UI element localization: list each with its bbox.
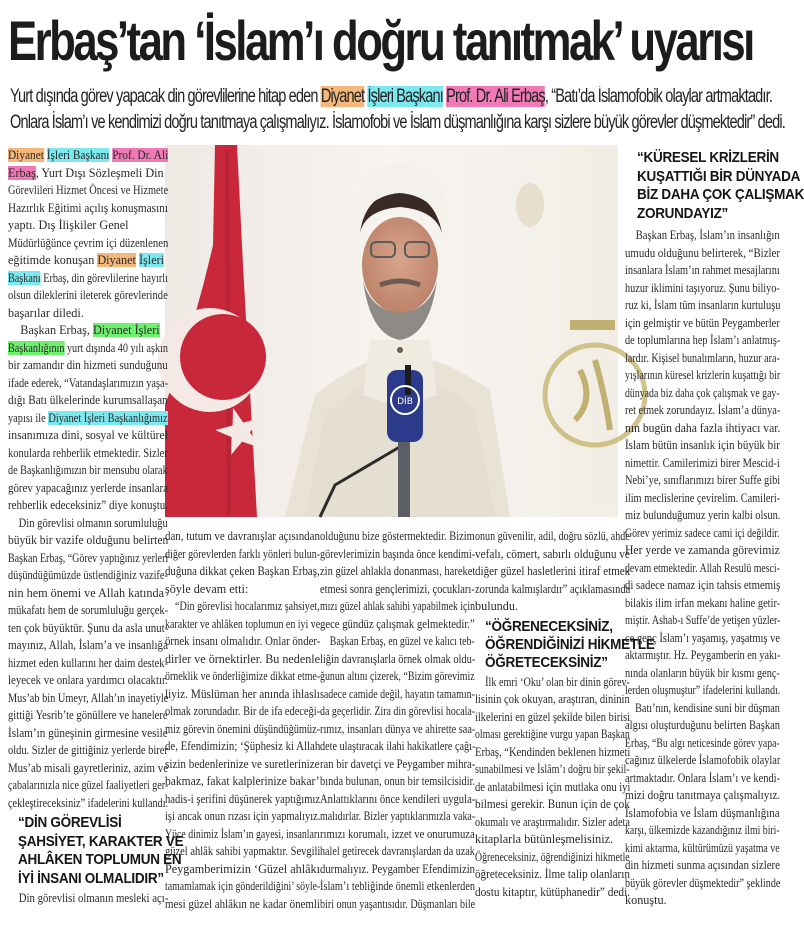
text-line: dünyada biz daha çok çalışmak ve gay- <box>625 385 780 400</box>
text-line <box>8 305 84 323</box>
text-line: onun güvenilir, adil, doğru sözlü, ahde <box>475 529 630 543</box>
text-line: insanlara İslam’ın rahmet mesajlarını <box>625 263 780 277</box>
column-5 <box>625 147 804 910</box>
text-line: Erbaş, “Kendinden beklenen hizmeti <box>475 744 631 759</box>
text-run: insanımıza dini, sosyal ve kültürel <box>8 428 168 442</box>
text-line: nın bugün daha fazla ihtiyacı var. <box>625 420 781 435</box>
text-line: güzel ahlâk sahibi yapmaktır. Sevgili <box>165 844 321 858</box>
highlight-orange: Diyanet <box>97 253 136 267</box>
text-line: konuştu. <box>625 893 667 907</box>
text-line: şöyle devam etti: <box>165 581 249 596</box>
highlight-pink: Erbaş <box>8 165 36 180</box>
text-run: oldu. Sizler de gittiğiniz yerlerde birer <box>8 743 168 757</box>
text-run: Başkan Erbaş, “Görev yaptığınız yerleri <box>8 550 169 565</box>
text-line <box>8 637 168 655</box>
text-line: karşı, ülkemizde kazandığınız ilmi biri- <box>625 823 780 837</box>
text-line: di sadece namaz için tahsis etmemiş <box>625 578 781 592</box>
column-4-body <box>475 528 630 616</box>
text-line: vefalı, cömert, sabırlı olduğunu ve <box>475 546 630 561</box>
text-line: Peygamberimizin ‘Güzel ahlâkı <box>165 861 320 876</box>
text-line: ilim meclislerine çevirelim. Camileri- <box>625 490 781 505</box>
text-line: Anlattıklarını önce kendileri uygula- <box>320 791 476 806</box>
text-run: nin hem önemi ve Allah katında <box>8 585 165 600</box>
text-line: karakter ve ahlâken toplumun en iyi ve <box>165 616 321 631</box>
text-line: bilakis ilim irfan mekanı haline getir- <box>625 595 781 610</box>
text-line: lerden oluşmuştur” ifadelerini kullandı. <box>625 683 781 697</box>
text-run: büyük bir vazife olduğunu belirten <box>8 533 169 547</box>
subhead-line: ZORUNDAYIZ” <box>637 204 729 222</box>
text-run: çabalarınızla nice güzel faaliyetleri ger- <box>8 778 169 792</box>
text-line <box>8 340 168 358</box>
text-line: dostu kitaptır, kütüphanedir” dedi. <box>475 884 631 899</box>
text-line: Erbaş, “Bu algı neticesinde görev yapa- <box>625 735 780 750</box>
text-line: mesi güzel ahlâkın ne kadar önemli <box>165 896 320 911</box>
text-line: mizi doğru tanıtmaya çalışmalıyız. <box>625 788 781 802</box>
text-line: miştir. Ashab-ı Suffe’de yetişen yüzler- <box>625 613 781 627</box>
text-line <box>8 620 168 638</box>
text-line: işi ancak onun rızası için yapmalıyız. <box>165 809 321 823</box>
highlight-cyan: İşleri Başkanı <box>46 148 110 162</box>
text-line <box>8 445 168 463</box>
subhead-line: AHLÂKEN TOPLUMUN EN <box>18 851 182 868</box>
text-line: ran bir davetçi ve Peygamber mihra- <box>320 756 476 771</box>
text-line: zin güzel ahlakla donanması, hareket <box>320 564 476 578</box>
text-line: “Din görevlisi hocalarımız şahsiyet, <box>165 599 320 613</box>
text-line: gece gündüz çalışmak gelmektedir.” <box>320 616 475 631</box>
lead-text: Yurt dışında görev yapacak din görevlilerine hitap eden <box>10 86 321 107</box>
text-line <box>8 672 168 690</box>
text-line <box>8 427 168 445</box>
text-run: Erbaş, din görevlilerine hayırlı <box>40 270 168 285</box>
text-line: ret etmek zorundayız. İslam’a dünya- <box>625 403 781 417</box>
text-line: de anlatabilmesi için mutlaka onu iyi <box>475 779 631 794</box>
text-line <box>8 497 168 515</box>
text-line: zorunda kalmışlardır” açıklamasında <box>475 581 631 596</box>
text-line: din hizmeti sunma açısından sizlere <box>625 858 780 872</box>
subhead-line: İYİ İNSANI OLMALIDIR” <box>18 869 164 887</box>
text-line: malıdırlar. Bizler yaptıklarımızla vaka- <box>320 809 476 823</box>
column-5-body <box>625 227 780 910</box>
subhead-line: “ÖĞRENECEKSİNİZ, <box>485 617 613 635</box>
highlight-green: Diyanet İşleri <box>92 323 160 337</box>
text-line: rımız, insanları dünya ve ahirette saa- <box>320 721 476 736</box>
highlight-cyan: Diyanet İşleri Başkanlığımız <box>48 410 168 425</box>
mic-logo: DİB <box>397 397 413 407</box>
text-line: da geçerlidir. Zira din görevlisi hocala- <box>320 704 476 718</box>
text-line <box>8 532 168 550</box>
text-line: hadis-i şerifini düşünerek yaptığımız <box>165 791 321 806</box>
text-line: biri onun yaşantısıdır. Düşmanları bile <box>320 896 476 911</box>
text-line: algısı oluşturduğunu belirten Başkan <box>625 718 781 732</box>
column-4 <box>475 528 655 901</box>
text-line: örnek insanı olmalıdır. Onlar önder- <box>165 634 321 648</box>
column-1-continued <box>8 890 168 908</box>
text-line: örneklik ve önderliğimize dikkat etme- <box>165 669 321 683</box>
highlight-cyan: İşleri Başkanı <box>367 86 443 107</box>
text-line <box>8 585 164 603</box>
text-line: dan, tutum ve davranışlar açısından <box>165 529 320 543</box>
text-line <box>8 480 168 498</box>
column-1 <box>8 147 184 908</box>
highlight-pink: Prof. Dr. Ali Erbaş <box>446 86 545 107</box>
text-line: Görev yerimiz sadece cami içi değildir. <box>625 525 780 540</box>
subhead-line: KUŞATTIĞI BİR DÜNYADA <box>637 167 801 185</box>
subhead-line: ÖĞRETECEKSİNİZ” <box>485 653 608 671</box>
text-run: Müdürlüğünce çevrim içi düzenlenen <box>8 235 169 250</box>
subhead-line: ŞAHSİYET, KARAKTER VE <box>18 832 184 850</box>
text-line: büyük görevler düşmektedir” şeklinde <box>625 875 781 890</box>
column-2 <box>165 528 320 913</box>
text-line: bulundu. <box>475 599 518 613</box>
text-line: liyiz. Müslüman her anında ihlaslı <box>165 686 320 701</box>
text-line: de, Efendimizin; ‘Şüphesiz ki Allah <box>165 739 321 753</box>
text-line <box>8 182 168 200</box>
text-line: olduğunu bize göstermektedir. Bizim <box>320 529 475 543</box>
text-line: ğunun altını çizerek, “Bizim görevimiz <box>320 669 475 683</box>
subhead-line: “DİN GÖREVLİSİ <box>18 814 122 831</box>
text-line: için gelmiştir ve bütün Peygamberler <box>625 315 780 330</box>
text-line: sadece camide değil, hayatın tamamın- <box>320 686 475 701</box>
text-line: bında bulunan, onun bir temsilcisidir. <box>320 774 476 788</box>
highlight-orange: Diyanet <box>8 148 44 162</box>
text-run: dığı Batı ülkelerinde kurumsallaşan <box>8 393 168 407</box>
text-line: diğer güzel hasletlerini itiraf etmek <box>475 564 631 578</box>
text-run: konularda rehberlik etmektedir. Sizler <box>8 445 168 460</box>
text-line: İslam’ı tebliğinde önemli etkenlerden <box>320 879 476 893</box>
text-line <box>8 690 168 708</box>
text-run: görev yapacağınız yerlerde insanlara <box>8 480 168 495</box>
text-line <box>8 410 168 428</box>
text-run: hizmet eden kullarını her daim destek- <box>8 655 168 670</box>
text-line: ce genç İslam’ı yaşamış, yaşatmış ve <box>625 630 781 645</box>
text-line: Yüce dinimiz İslam’ın gayesi, insanları <box>165 826 320 841</box>
text-line: Her yerde ve zamanda görevimiz <box>625 543 780 557</box>
highlight-orange: Diyanet <box>320 86 365 107</box>
text-line <box>8 287 168 305</box>
text-line <box>8 760 168 778</box>
column-3 <box>320 528 475 913</box>
text-line: halel getirecek davranışlardan da uzak <box>320 844 475 858</box>
text-line: sunabilmesi ve İslâm’ı doğru bir şekil- <box>475 762 630 776</box>
subhead-din-gorevlisi <box>18 814 184 888</box>
text-line: artmaktadır. Onlara İslam’ı ve kendi- <box>625 770 781 785</box>
text-line: Öğreneceksiniz, öğrendiğinizi hikmetle <box>475 849 630 864</box>
text-run: Başkan Erbaş, <box>8 323 93 337</box>
text-run: olsun dileklerini ileterek görevlerinde <box>8 288 168 302</box>
text-run: ten çok büyüktür. Şunu da asla unut- <box>8 620 169 635</box>
highlight-pink: Prof. Dr. Ali <box>112 148 169 162</box>
text-line <box>8 462 168 480</box>
text-line <box>8 217 129 235</box>
text-line: dirler ve örnektirler. Bu nedenle <box>165 651 321 666</box>
text-line: olması gerektiğine vurgu yapan Başkan <box>475 727 630 741</box>
text-line <box>8 777 168 795</box>
text-run: ifade ederek, “Vatandaşlarımızın yaşa- <box>8 375 169 390</box>
highlight-green: Başkanlığının <box>8 340 65 355</box>
subhead-ogreneceksiniz <box>485 617 655 672</box>
subhead-line: “KÜRESEL KRİZLERİN <box>637 149 779 166</box>
text-run: çekleştireceksiniz” ifadelerini kullandı. <box>8 795 169 810</box>
text-run: yaptı. Dış İlişkiler Genel <box>8 218 129 232</box>
lead-line-1 <box>10 84 775 110</box>
text-run: mayınız, Allah, İslam’a ve insanlığa <box>8 638 168 652</box>
text-line: durmalıyız. Peygamber Efendimizin <box>320 861 476 876</box>
text-line <box>8 550 168 568</box>
text-line: umudu olduğunu belirterek, “Bizler <box>625 245 780 260</box>
text-run: Mus’ab misali gayretleriniz, azim ve <box>8 760 169 775</box>
text-line: yışlarının küresel krizlerin kuşattığı bir <box>625 368 781 382</box>
text-run: bir zamandır din hizmeti sunduğunu <box>8 358 168 372</box>
text-line: sizin bedenlerinize ve suretlerinize <box>165 756 320 771</box>
text-line: kimi aktarma, kültürümüzü yaşatma ve <box>625 840 780 855</box>
text-line <box>8 200 168 218</box>
text-line: okumalı ve araştırmalıdır. Sizler adeta <box>475 814 630 829</box>
text-line <box>8 375 168 393</box>
text-line <box>8 392 168 410</box>
text-line: devam etmektedir. Allah Resulü mesci- <box>625 560 780 575</box>
text-line: bilmesi gerekir. Bunun için de çok <box>475 797 630 811</box>
text-line: duğuna dikkat çeken Başkan Erbaş, <box>165 564 320 578</box>
text-line <box>8 165 164 183</box>
column-1-body <box>8 147 168 812</box>
text-line <box>8 235 168 253</box>
text-line: de toplumlarına hep İslam’ı anlatmış- <box>625 333 781 347</box>
text-line: miz görevin önemini düşündüğümüz- <box>165 721 321 736</box>
column-4-continued <box>475 674 630 902</box>
column-3-body <box>320 528 475 913</box>
text-run: rehberlik edeceksiniz” diye konuştu. <box>8 498 169 512</box>
text-line: Başkan Erbaş, en güzel ve kalıcı teb- <box>320 634 475 648</box>
text-line: İlk emri ‘Oku’ olan bir dinin görev- <box>475 674 630 689</box>
lead-text: , “Batı’da İslamofobik olaylar artmaktadır. <box>544 86 773 107</box>
text-line: Batı’nın, kendisine suni bir düşman <box>625 700 780 715</box>
text-line: miz bulunduğumuz yerin kalbi olsun. <box>625 508 781 522</box>
text-line: liğin davranışlarla örnek olmak oldu- <box>320 651 476 666</box>
text-line: öğreteceksiniz. İlme talip olanların <box>475 867 630 881</box>
headline: Erbaş’tan ‘İslam’ı doğru tanıtmak’ uyarısı <box>8 9 753 72</box>
text-run: de Başkanlığımızın bir mensubu olarak <box>8 463 168 477</box>
text-line: diğer görevlerden farklı yönleri bulun- <box>165 546 321 561</box>
text-line <box>8 725 168 743</box>
text-line: aktarmıştır. Hz. Peygamberin en yakı- <box>625 648 781 662</box>
text-line <box>8 252 164 270</box>
subhead-kuresel-krizler <box>637 149 804 223</box>
article-photo <box>165 145 618 517</box>
text-run: , Yurt Dışı Sözleşmeli Din <box>35 165 164 180</box>
highlight-cyan: İşleri <box>139 253 165 267</box>
text-line: mızı güzel ahlak sahibi yapabilmek için <box>320 599 475 613</box>
text-line: Nebi’ye, sınıflarımızı birer Suffe gibi <box>625 473 781 487</box>
text-line: nimettir. Camilerimizi birer Mescid-i <box>625 455 780 470</box>
text-line: Başkan Erbaş, İslam’ın insanlığın <box>625 228 780 242</box>
text-line: İslam bütün insanlık için büyük bir <box>625 438 780 452</box>
text-run: başarılar diledi. <box>8 305 84 320</box>
text-line: lardır. Kişisel bunalımların, huzur ara- <box>625 350 780 365</box>
text-line <box>8 322 160 340</box>
text-run: yapısı ile <box>8 410 49 425</box>
text-line: olmak zorundadır. Bir de ifa edeceği- <box>165 704 321 718</box>
text-line: İslamofobia ve İslam düşmanlığına <box>625 805 780 820</box>
subhead-line: BİZ DAHA ÇOK ÇALIŞMAK <box>637 186 804 203</box>
text-line: etmesi sonra gençlerimizi, çocukları- <box>320 581 475 596</box>
text-run: İslam’ın güneşinin girmesine vesile <box>8 725 168 740</box>
text-run: gittiği Yesrib’te gönüllere ve hanelere <box>8 708 168 722</box>
column-2-body <box>165 528 320 913</box>
text-line: dete ulaştıracak ilahi hakikatlere çağı- <box>320 739 476 753</box>
text-line <box>8 515 168 533</box>
text-line: kitaplarla bütünleşmelisiniz. <box>475 832 614 846</box>
text-line <box>8 270 168 288</box>
text-line: Din görevlisi olmanın mesleki açı- <box>8 891 169 905</box>
text-run: düşündüğümüzde üstlendiğiniz vazife- <box>8 568 168 582</box>
text-line <box>8 357 168 375</box>
text-line <box>8 567 168 585</box>
text-run: Din görevlisi olmanın sorumluluğu <box>8 515 168 530</box>
text-line: rımızı korumalı, izzet ve onurumuza <box>320 826 475 841</box>
text-run: Mus’ab bin Umeyr, Allah’ın inayetiyle <box>8 690 169 705</box>
subhead-line: ÖĞRENDİĞİNİZİ HİKMETLE <box>485 635 655 653</box>
lead-paragraph <box>10 84 785 136</box>
text-run: Görevlileri Hizmet Öncesi ve Hizmete <box>8 183 169 197</box>
text-line: görevlerimizin başında önce kendimi- <box>320 546 476 561</box>
text-run: mükafatı hem de sorumluluğu gerçek- <box>8 603 169 617</box>
text-line: nında olanların büyük bir kısmı genç- <box>625 665 780 680</box>
text-line: lisinin çok okuyan, araştıran, dininin <box>475 692 630 706</box>
text-line: tamamlamak için gönderildiğini’ söyle- <box>165 879 321 893</box>
text-run: Hazırlık Eğitimi açılış konuşmasını <box>8 200 168 215</box>
text-line: ilkelerini en güzel şekilde bilen birisi <box>475 709 631 724</box>
highlight-cyan: Başkanı <box>8 270 41 285</box>
text-run: eğitimde konuşan <box>8 253 98 267</box>
text-line <box>8 602 168 620</box>
text-line <box>8 795 168 813</box>
text-line <box>8 742 168 760</box>
text-line: ruz ki, İslam tüm insanların kurtuluşu <box>625 298 781 312</box>
lead-line-2: Onlara İslam’ı ve kendimizi doğru tanıtmaya çalışmalıyız. İslamofobi ve İslam düşmanlığına karşı sizlere büyük görevler düşmektedir” dedi. <box>10 112 785 133</box>
text-line: huzur iklimini taşıyoruz. Şunu biliyo- <box>625 280 780 295</box>
text-line: cağınız ülkelerde İslamofobik olaylar <box>625 753 781 767</box>
text-line: bakmaz, fakat kalplerinize bakar’ <box>165 774 320 788</box>
text-line <box>8 147 168 165</box>
text-run: leyecek ve onlara yardımcı olacaktır. <box>8 673 168 687</box>
text-line <box>8 655 168 673</box>
text-line <box>8 707 168 725</box>
photo-illustration <box>165 145 618 517</box>
text-run: yurt dışında 40 yılı aşkın <box>64 340 168 355</box>
